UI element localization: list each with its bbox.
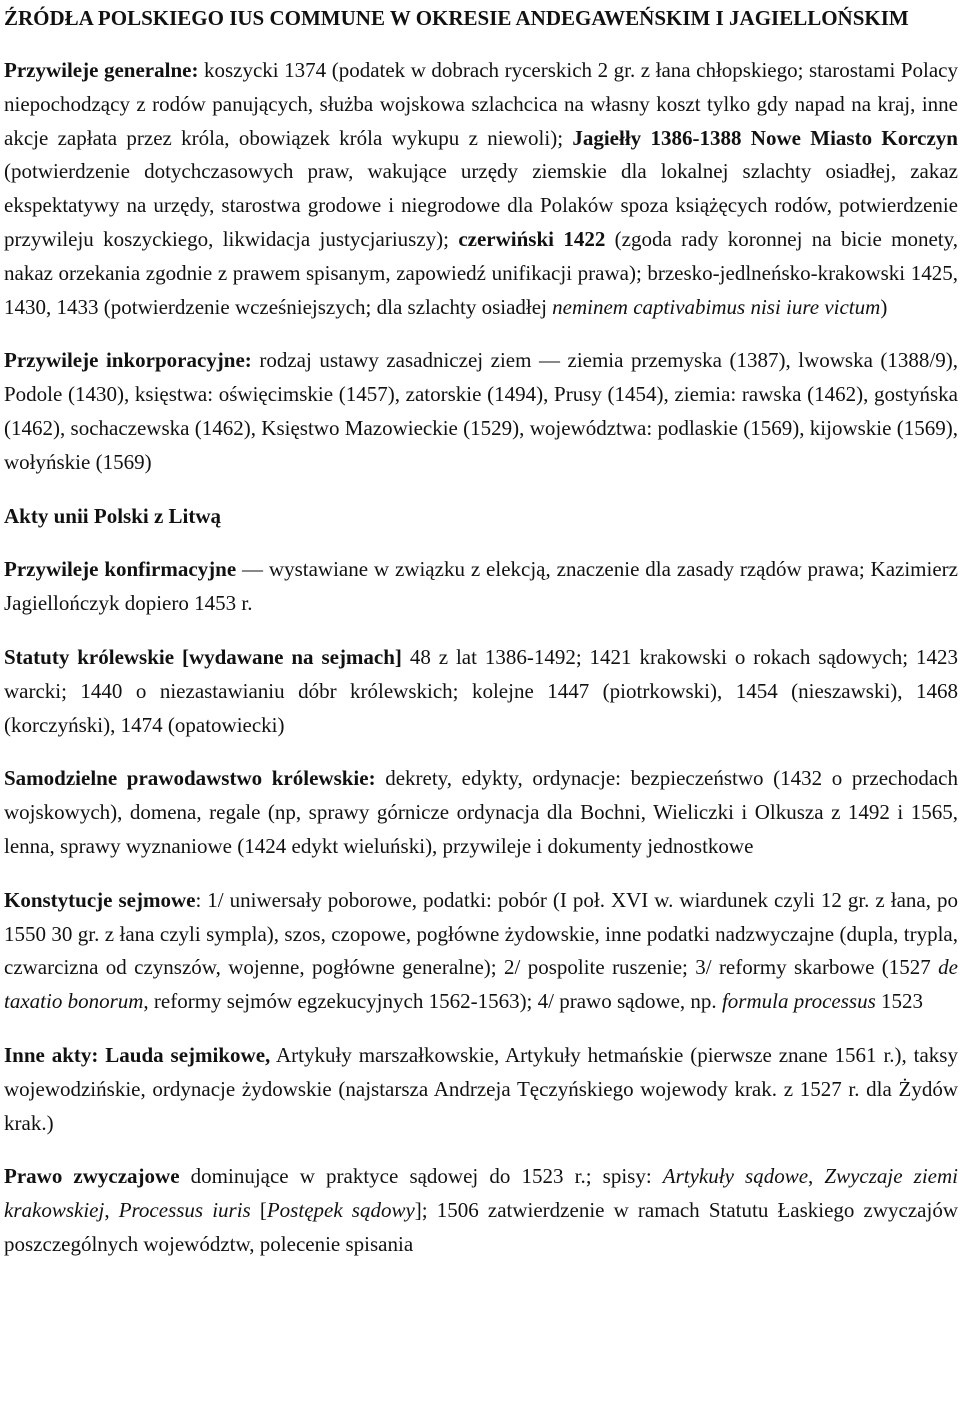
paragraph-statuty-krolewskie (4, 641, 958, 742)
heading-statuty-krolewskie: Statuty królewskie [wydawane na sejmach] (4, 644, 402, 669)
paragraph-prawo-zwyczajowe (4, 1160, 958, 1261)
heading-samodzielne-prawodawstwo: Samodzielne prawodawstwo królewskie: (4, 766, 376, 791)
spacer (4, 34, 958, 54)
italic-segment: neminem captivabimus nisi iure victum (552, 294, 881, 319)
text-segment: koszycki 1374 (podatek w dobrach rycerskich 2 gr. z łana chłopskiego; starostami Polacy niepochodzący z rodów panujących, służba wojskowa szlachcica na własny koszt tylko gdy napad na kraj, inne akcje zapłata przez króla, obowiązek króla wykupu z niewoli); (4, 58, 958, 150)
text-segment: [ (250, 1198, 267, 1223)
heading-akty-unii: Akty unii Polski z Litwą (4, 503, 222, 528)
text-segment: (potwierdzenie dotychczasowych praw, wakujące urzędy ziemskie dla lokalnej szlachty osiadłej, zakaz ekspektatywy na urzędy, starostwa grodowe i niegrodowe dla Polaków spoza książęcych rodów, potwierdzenie przywileju koszyckiego, likwidacja justycjariuszy); (4, 159, 958, 251)
bold-segment: czerwiński 1422 (458, 226, 606, 251)
text-segment: 1523 (875, 989, 923, 1014)
heading-przywileje-inkorporacyjne: Przywileje inkorporacyjne: (4, 348, 252, 373)
paragraph-konstytucje-sejmowe (4, 884, 958, 1019)
text-segment: , (808, 1164, 825, 1189)
text-segment: : 1/ uniwersały poborowe, podatki: pobór (I poł. XVI w. wiardunek czyli 12 gr. z łana, po 1550 30 gr. z łana czyli sympla), szos, czopowe, pogłówne żydowskie, inne podatki nadzwyczajne (dupla, trypla, czwarcizna od czynszów, wojenne, pogłówne generalne); 2/ pospolite ruszenie; 3/ reformy skarbowe (1527 (4, 887, 958, 980)
text-segment: (zgoda rady koronnej na bicie monety, nakaz orzekania zgodnie z prawem spisanym, zapowiedź unifikacji prawa); brzesko-jedlneńsko-krakowski 1425, 1430, 1433 (potwierdzenie wcześniejszych; dla szlachty osiadłej (4, 226, 958, 319)
text-segment: dekrety, edykty, ordynacje: bezpieczeństwo (1432 o przechodach wojskowych), domena, regale (np, sprawy górnicze ordynacja dla Bochni, Wieliczki i Olkusza z 1492 i 1565, lenna, sprawy wyznaniowe (1424 edykt wieluński), przywileje i dokumenty jednostkowe (4, 766, 958, 858)
bold-segment: Jagiełły 1386-1388 Nowe Miasto Korczyn (572, 125, 958, 150)
italic-segment: Zwyczaje ziemi krakowskiej (4, 1164, 959, 1223)
paragraph-inne-akty (4, 1039, 958, 1140)
heading-inne-akty: Inne akty: Lauda sejmikowe, (4, 1042, 271, 1067)
text-segment: ) (880, 294, 888, 319)
text-segment: , (104, 1198, 119, 1223)
paragraph-samodzielne-prawodawstwo (4, 762, 958, 863)
document-title: ŹRÓDŁA POLSKIEGO IUS COMMUNE W OKRESIE ANDEGAWEŃSKIM I JAGIELLOŃSKIM (4, 6, 909, 30)
text-segment: 48 z lat 1386-1492; 1421 krakowski o rokach sądowych; 1423 warcki; 1440 o niezastawianiu dóbr królewskich; kolejne 1447 (piotrkowski), 1454 (nieszawski), 1468 (korczyński), 1474 (opatowiecki) (4, 644, 958, 737)
text-segment: — wystawiane w związku z elekcją, znaczenie dla zasady rządów prawa; Kazimierz Jagiellończyk dopiero 1453 r. (4, 557, 958, 616)
heading-przywileje-konfirmacyjne: Przywileje konfirmacyjne (4, 557, 237, 582)
paragraph-przywileje-generalne (4, 54, 958, 324)
text-segment: ]; 1506 zatwierdzenie w ramach Statutu Łaskiego zwyczajów poszczególnych województw, polecenie spisania (4, 1198, 959, 1256)
italic-segment: de taxatio bonorum (4, 955, 958, 1014)
italic-segment: Artykuły sądowe (662, 1164, 809, 1189)
text-segment: , reformy sejmów egzekucyjnych 1562-1563); 4/ prawo sądowe, np. (143, 989, 722, 1014)
heading-konstytucje-sejmowe: Konstytucje sejmowe (4, 887, 196, 912)
italic-segment: formula processus (721, 989, 876, 1014)
text-segment: Artykuły marszałkowskie, Artykuły hetmańskie (pierwsze znane 1561 r.), taksy wojewodzińskie, ordynacje żydowskie (najstarsza Andrzeja Tęczyńskiego wojewody krak. z 1527 r. dla Żydów krak.) (4, 1042, 958, 1135)
paragraph-przywileje-konfirmacyjne (4, 553, 958, 621)
last-paragraph-clip (4, 1160, 959, 1256)
paragraph-przywileje-inkorporacyjne (4, 344, 958, 479)
heading-przywileje-generalne: Przywileje generalne: (4, 58, 199, 82)
heading-prawo-zwyczajowe: Prawo zwyczajowe (4, 1164, 180, 1189)
text-segment: rodzaj ustawy zasadniczej ziem — ziemia przemyska (1387), lwowska (1388/9), Podole (1430), księstwa: oświęcimskie (1457), zatorskie (1494), Prusy (1454), ziemia: rawska (1462), gostyńska (1462), sochaczewska (1462), Księstwo Mazowieckie (1529), województwa: podlaskie (1569), kijowskie (1569), wołyńskie (1569) (4, 348, 958, 474)
italic-segment: Processus iuris (118, 1198, 251, 1223)
text-segment: dominujące w praktyce sądowej do 1523 r.; spisy: (179, 1164, 663, 1189)
italic-segment: Postępek sądowy (266, 1198, 415, 1223)
